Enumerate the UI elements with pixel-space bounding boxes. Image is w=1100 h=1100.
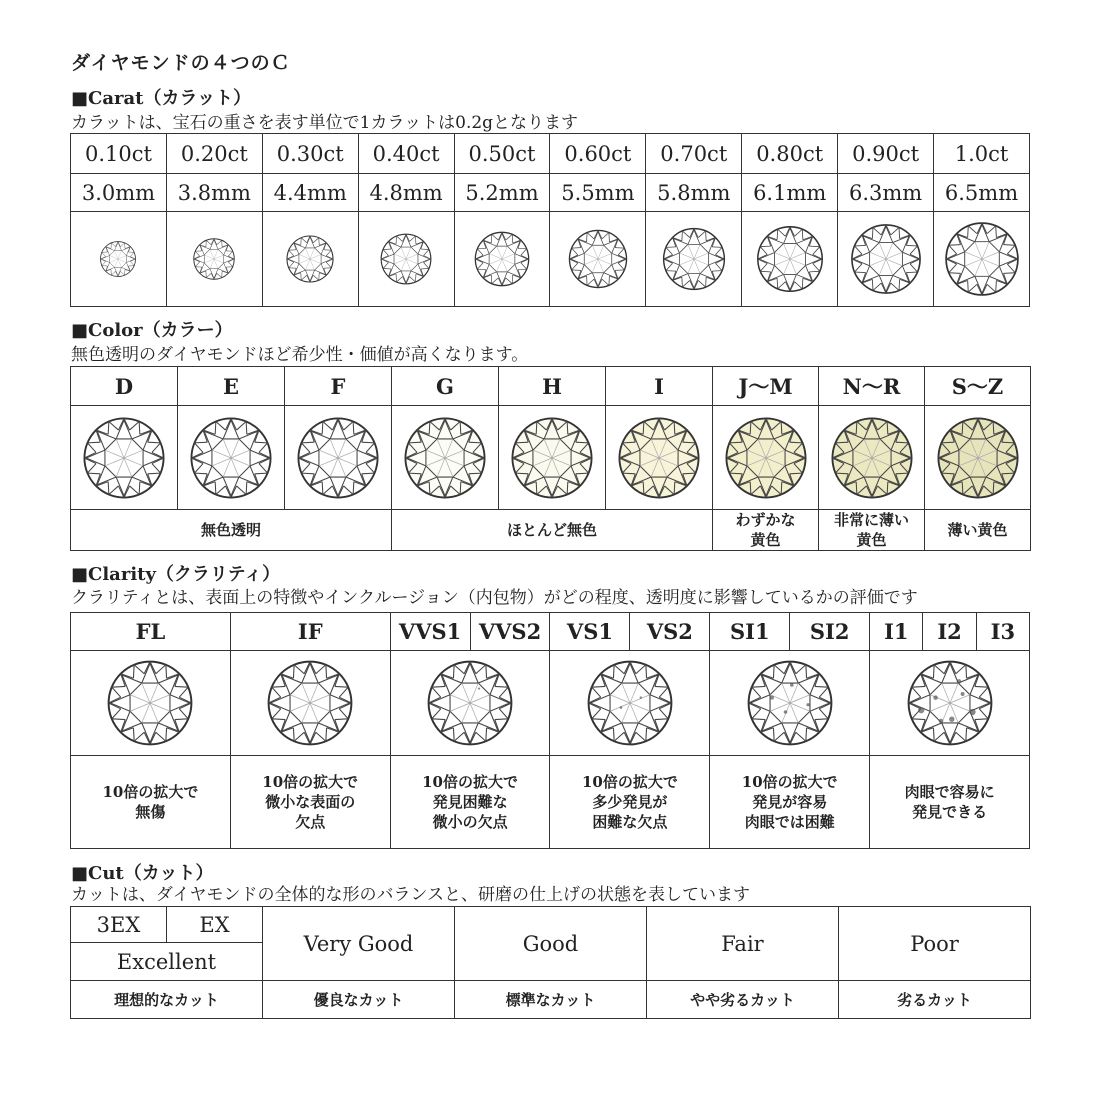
diamond-icon [81, 415, 167, 501]
color-grade-cell: G [392, 367, 499, 406]
carat-size-cell: 6.5mm [934, 174, 1030, 212]
clarity-image-row [71, 651, 1030, 756]
clarity-note-row [71, 756, 1030, 849]
carat-weight-cell: 0.50ct [454, 134, 550, 174]
clarity-diamond-cell [390, 651, 550, 756]
clarity-grade-label: I3 [976, 613, 1029, 650]
color-diamond-cell [606, 406, 713, 510]
diamond-icon [295, 415, 381, 501]
cut-good: Good [455, 907, 647, 981]
carat-size-cell: 5.5mm [550, 174, 646, 212]
carat-diamond-cell [550, 212, 646, 307]
clarity-note-cell: 10倍の拡大で 無傷 [71, 756, 231, 849]
carat-image-row [71, 212, 1030, 307]
clarity-grade-label: VVS1 [398, 619, 462, 644]
carat-weight-cell: 1.0ct [934, 134, 1030, 174]
color-grade-cell: E [178, 367, 285, 406]
cut-ex: EX [167, 907, 263, 943]
color-grade-row [71, 367, 1031, 406]
diamond-icon [473, 230, 531, 288]
carat-diamond-cell [934, 212, 1030, 307]
diamond-icon [105, 658, 195, 748]
carat-weight-cell: 0.80ct [742, 134, 838, 174]
color-note-light: 薄い黄色 [925, 510, 1031, 551]
color-diamond-cell [285, 406, 392, 510]
diamond-icon [265, 658, 355, 748]
color-diamond-cell [925, 406, 1031, 510]
cut-desc: カットは、ダイヤモンドの全体的な形のバランスと、研磨の仕上げの状態を表しています [71, 885, 750, 905]
carat-size-cell: 6.3mm [838, 174, 934, 212]
diamond-icon [425, 658, 515, 748]
diamond-icon [755, 224, 825, 294]
diamond-icon [745, 658, 835, 748]
color-grade-cell: F [285, 367, 392, 406]
color-desc: 無色透明のダイヤモンドほど希少性・価値が高くなります。 [71, 345, 529, 365]
clarity-grade-label: VVS2 [470, 613, 550, 650]
diamond-icon [99, 240, 137, 278]
diamond-icon [192, 237, 236, 281]
carat-size-cell: 3.0mm [71, 174, 167, 212]
carat-weight-cell: 0.20ct [166, 134, 262, 174]
diamond-icon [567, 228, 629, 290]
clarity-diamond-cell [230, 651, 390, 756]
carat-weight-cell: 0.40ct [358, 134, 454, 174]
cut-note-very-good: 優良なカット [263, 981, 455, 1019]
clarity-grade-label: I2 [922, 613, 975, 650]
cut-heading: ■Cut（カット） [71, 863, 214, 884]
color-grade-cell: J～M [713, 367, 819, 406]
carat-diamond-cell [742, 212, 838, 307]
carat-diamond-cell [262, 212, 358, 307]
color-diamond-cell [713, 406, 819, 510]
cut-3ex: 3EX [71, 907, 167, 943]
diamond-icon [285, 234, 335, 284]
color-grade-cell: D [71, 367, 178, 406]
carat-size-cell: 5.8mm [646, 174, 742, 212]
clarity-grade-label: IF [297, 619, 323, 644]
carat-heading: ■Carat（カラット） [71, 88, 252, 109]
cut-note-fair: やや劣るカット [647, 981, 839, 1019]
diamond-icon [616, 415, 702, 501]
cut-top-row [71, 907, 1031, 943]
clarity-grade-label: VS1 [566, 619, 613, 644]
cut-very-good: Very Good [263, 907, 455, 981]
color-grade-cell: H [499, 367, 606, 406]
page-title: ダイヤモンドの４つのＣ [71, 52, 291, 74]
color-note-row [71, 510, 1031, 551]
color-note-faint: わずかな 黄色 [713, 510, 819, 551]
clarity-grade-row [71, 613, 1030, 651]
clarity-grade-cell [710, 613, 870, 651]
color-diamond-cell [499, 406, 606, 510]
clarity-note-cell: 10倍の拡大で 多少発見が 困難な欠点 [550, 756, 710, 849]
color-diamond-cell [71, 406, 178, 510]
diamond-icon [849, 222, 923, 296]
clarity-grade-label: VS2 [629, 613, 709, 650]
clarity-grade-cell [870, 613, 1030, 651]
diamond-icon [661, 226, 727, 292]
clarity-grade-label: SI1 [729, 619, 770, 644]
clarity-diamond-cell [870, 651, 1030, 756]
carat-size-cell: 4.4mm [262, 174, 358, 212]
carat-diamond-cell [646, 212, 742, 307]
carat-weight-cell: 0.90ct [838, 134, 934, 174]
cut-excellent: Excellent [71, 943, 263, 981]
diamond-icon [829, 415, 915, 501]
clarity-diamond-cell [710, 651, 870, 756]
carat-diamond-cell [454, 212, 550, 307]
diamond-icon [723, 415, 809, 501]
color-grade-cell: I [606, 367, 713, 406]
clarity-desc: クラリティとは、表面上の特徴やインクルージョン（内包物）がどの程度、透明度に影響しているかの評価です [71, 588, 918, 608]
clarity-grade-cell [71, 613, 231, 651]
cut-poor: Poor [839, 907, 1031, 981]
diamond-icon [402, 415, 488, 501]
clarity-note-cell: 10倍の拡大で 発見が容易 肉眼では困難 [710, 756, 870, 849]
clarity-note-cell: 肉眼で容易に 発見できる [870, 756, 1030, 849]
carat-weight-cell: 0.10ct [71, 134, 167, 174]
carat-size-row [71, 174, 1030, 212]
clarity-grade-cell [390, 613, 550, 651]
color-diamond-cell [819, 406, 925, 510]
clarity-grade-label: SI2 [789, 613, 869, 650]
color-table [70, 366, 1031, 551]
carat-size-cell: 4.8mm [358, 174, 454, 212]
cut-note-good: 標準なカット [455, 981, 647, 1019]
carat-diamond-cell [838, 212, 934, 307]
color-image-row [71, 406, 1031, 510]
diamond-icon [379, 232, 433, 286]
diamond-icon [935, 415, 1021, 501]
carat-size-cell: 6.1mm [742, 174, 838, 212]
carat-table [70, 133, 1030, 307]
clarity-note-cell: 10倍の拡大で 発見困難な 微小の欠点 [390, 756, 550, 849]
carat-size-cell: 5.2mm [454, 174, 550, 212]
diamond-icon [585, 658, 675, 748]
carat-diamond-cell [166, 212, 262, 307]
clarity-diamond-cell [71, 651, 231, 756]
clarity-note-cell: 10倍の拡大で 微小な表面の 欠点 [230, 756, 390, 849]
diamond-icon [905, 658, 995, 748]
cut-table [70, 906, 1031, 1019]
diamond-icon [509, 415, 595, 501]
clarity-table [70, 612, 1030, 849]
color-grade-cell: S～Z [925, 367, 1031, 406]
carat-diamond-cell [71, 212, 167, 307]
diamond-icon [943, 220, 1021, 298]
carat-weight-cell: 0.60ct [550, 134, 646, 174]
carat-desc: カラットは、宝石の重さを表す単位で1カラットは0.2gとなります [71, 113, 579, 133]
color-diamond-cell [178, 406, 285, 510]
cut-note-poor: 劣るカット [839, 981, 1031, 1019]
color-diamond-cell [392, 406, 499, 510]
carat-weight-row [71, 134, 1030, 174]
clarity-grade-label: I1 [884, 619, 909, 644]
clarity-grade-cell [550, 613, 710, 651]
clarity-grade-label: FL [135, 619, 166, 644]
color-note-colorless: 無色透明 [71, 510, 392, 551]
carat-weight-cell: 0.70ct [646, 134, 742, 174]
color-note-very-light: 非常に薄い 黄色 [819, 510, 925, 551]
clarity-heading: ■Clarity（クラリティ） [71, 564, 281, 585]
carat-diamond-cell [358, 212, 454, 307]
cut-note-row [71, 981, 1031, 1019]
cut-fair: Fair [647, 907, 839, 981]
color-note-near-colorless: ほとんど無色 [392, 510, 713, 551]
color-heading: ■Color（カラー） [71, 320, 233, 341]
color-grade-cell: N～R [819, 367, 925, 406]
carat-weight-cell: 0.30ct [262, 134, 358, 174]
cut-note-excellent: 理想的なカット [71, 981, 263, 1019]
clarity-diamond-cell [550, 651, 710, 756]
diamond-icon [188, 415, 274, 501]
clarity-grade-cell [230, 613, 390, 651]
carat-size-cell: 3.8mm [166, 174, 262, 212]
